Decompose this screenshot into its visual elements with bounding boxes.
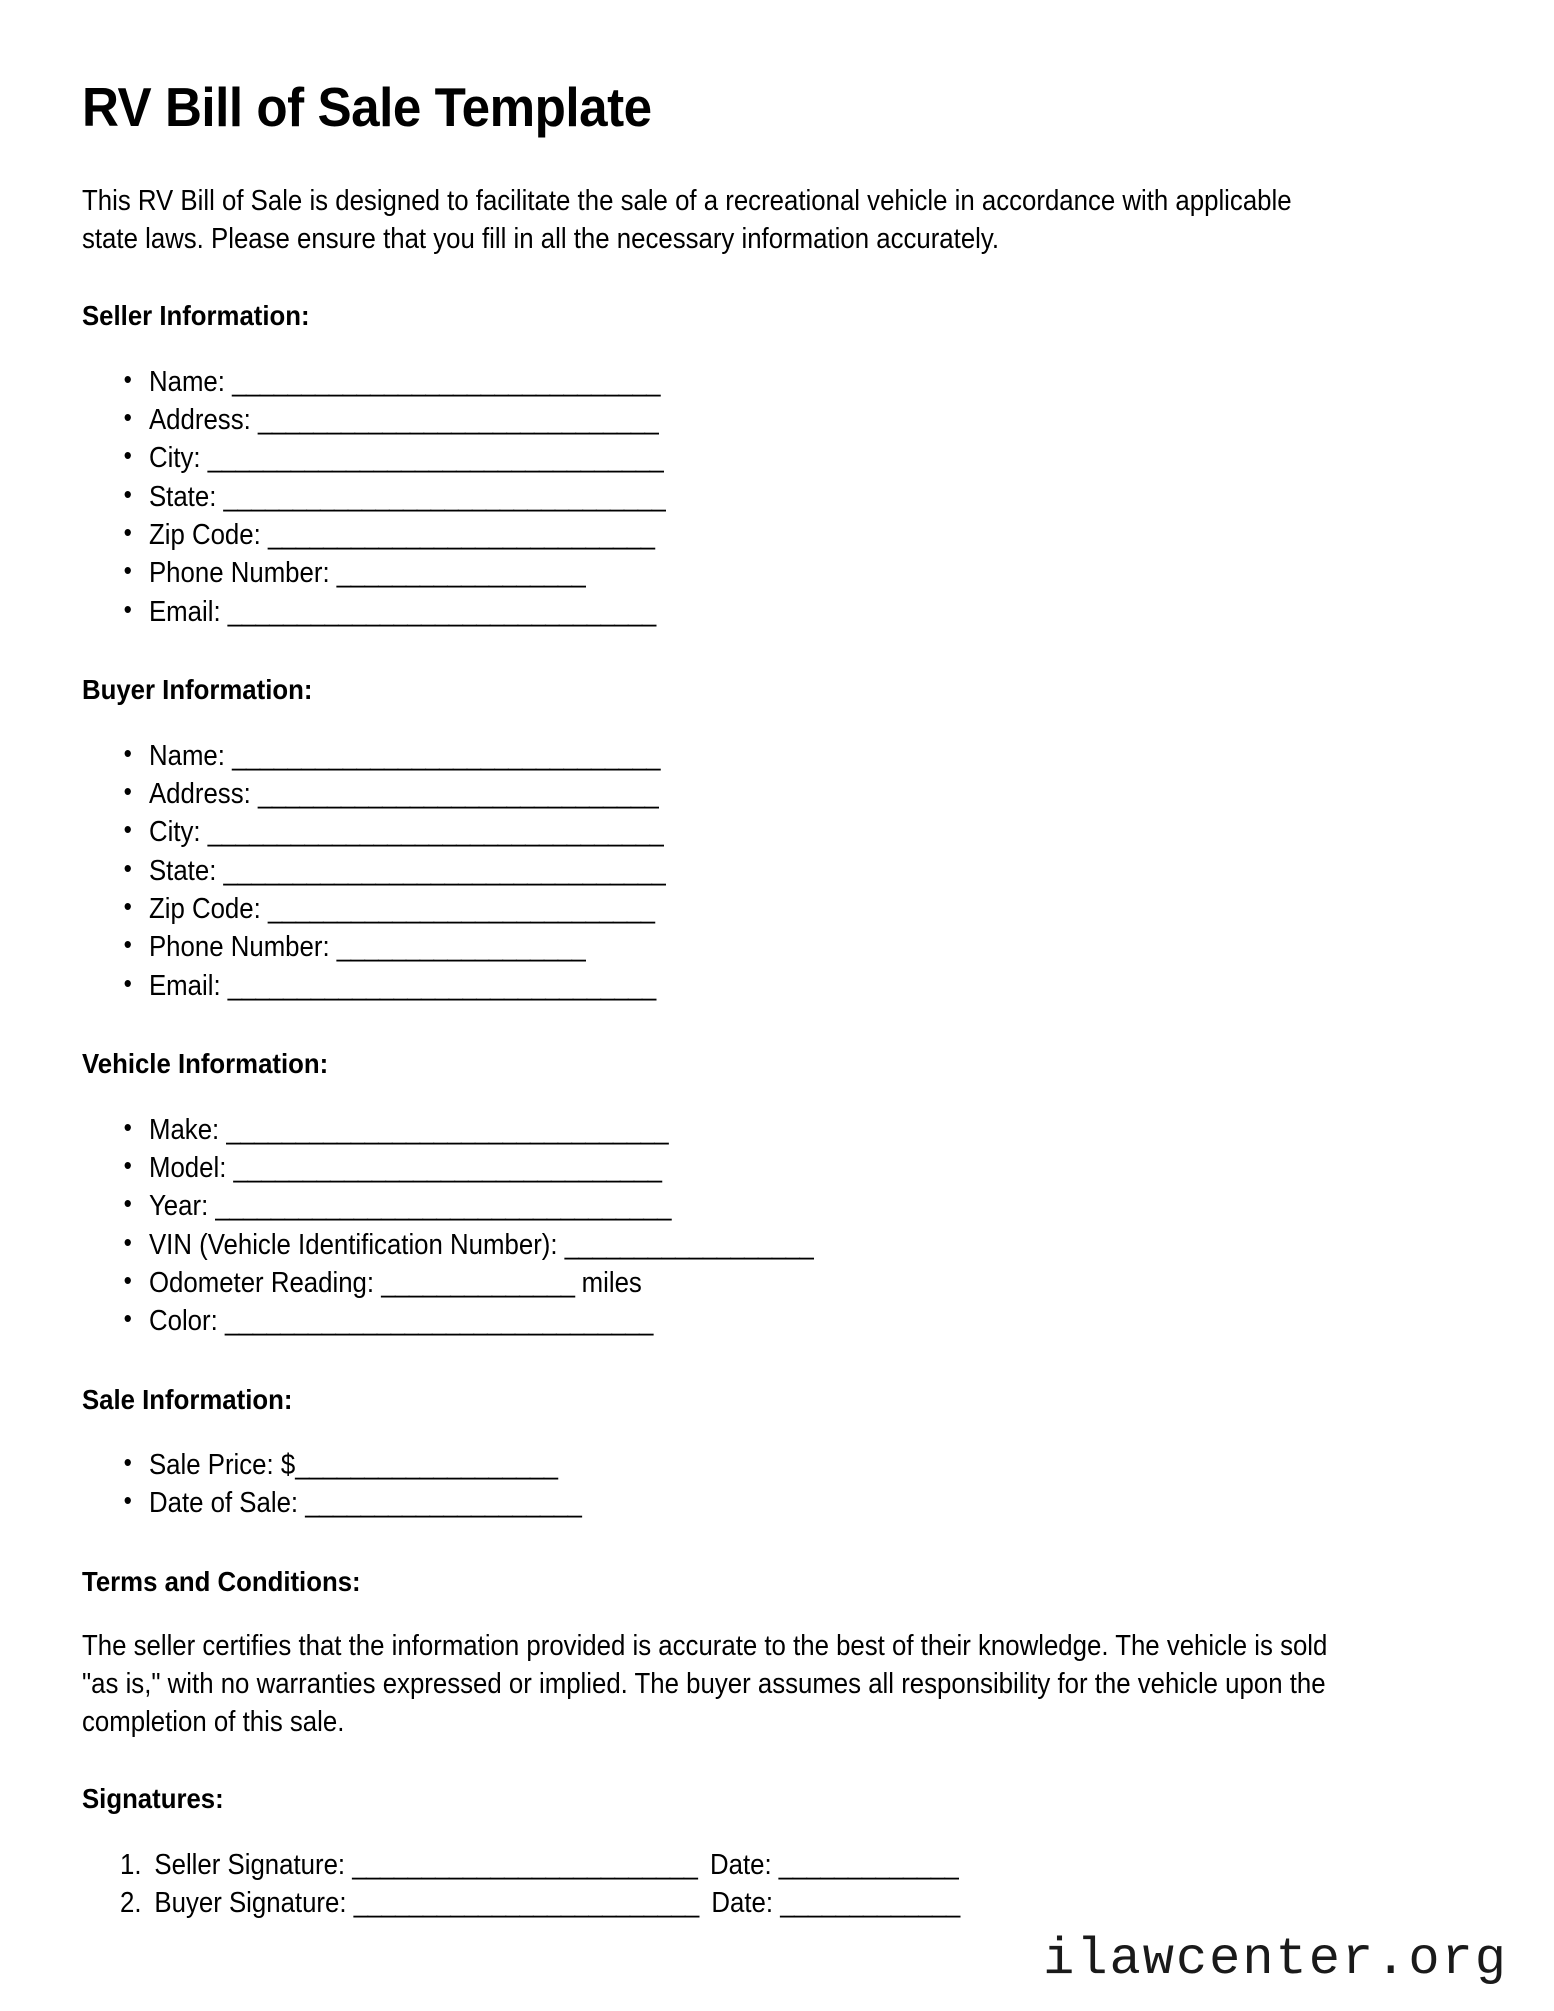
list-item (124, 363, 1349, 401)
list-item (124, 813, 1349, 851)
list-item (124, 852, 1349, 890)
field-label: Address: (148, 404, 251, 437)
date-blank: _____________ (778, 1848, 959, 1881)
field-blank: ____________________________ (267, 519, 655, 552)
field-label: Email: (148, 595, 221, 628)
field-label: City: (148, 816, 201, 849)
list-item (124, 1302, 1349, 1340)
list-item (124, 516, 1349, 554)
date-blank: _____________ (780, 1886, 960, 1919)
field-blank: __________________ (336, 557, 586, 590)
date-label: Date: (711, 1886, 774, 1919)
field-label: Address: (148, 777, 251, 810)
list-item (124, 1264, 1349, 1302)
signature-label: Buyer Signature: (154, 1886, 347, 1919)
field-blank: _________________________________ (207, 816, 664, 849)
intro-paragraph: This RV Bill of Sale is designed to facilitate the sale of a recreational vehicle in accordance with applicable state laws. Please ensure that you fill in all the necessary information accurately. (82, 185, 1292, 256)
list-item (120, 1884, 1349, 1922)
signature-list (82, 1846, 1349, 1923)
list-item (124, 439, 1349, 477)
list-item (120, 1846, 1349, 1884)
date-label: Date: (709, 1848, 772, 1881)
field-label: Color: (148, 1305, 218, 1338)
document-content (82, 78, 1482, 1922)
vehicle-field-list (82, 1111, 1349, 1341)
list-item (124, 967, 1349, 1005)
terms-and-conditions-heading: Terms and Conditions: (82, 1565, 361, 1597)
field-blank: __________________ (336, 931, 586, 964)
terms-paragraph: The seller certifies that the information provided is accurate to the best of their knowledge. The vehicle is sold "as is," with no warranties expressed or implied. The buyer assumes all responsibility for the vehicle upon the completion of this sale. (82, 1630, 1328, 1739)
field-blank: ________________________________ (223, 854, 666, 887)
sale-information-heading: Sale Information: (82, 1383, 293, 1415)
field-label: Make: (148, 1113, 220, 1146)
list-item (124, 737, 1349, 775)
field-blank: ____________________ (305, 1487, 582, 1520)
field-label: Phone Number: (148, 557, 330, 590)
field-label: VIN (Vehicle Identification Number): (148, 1228, 558, 1261)
page-title: RV Bill of Sale Template (82, 76, 652, 138)
field-label: Phone Number: (148, 931, 330, 964)
seller-information-heading: Seller Information: (82, 300, 310, 332)
field-label: State: (148, 480, 217, 513)
field-blank: ______________ (381, 1266, 575, 1299)
field-blank: _______________________________ (232, 365, 660, 398)
field-label: Date of Sale: (148, 1487, 299, 1520)
field-blank: _______________________________ (227, 595, 656, 628)
site-watermark: ilawcenter.org (1043, 1930, 1508, 1989)
field-label: Odometer Reading: (148, 1266, 375, 1299)
field-label: Name: (148, 739, 225, 772)
list-item (124, 401, 1349, 439)
field-blank: _______________________________ (224, 1305, 653, 1338)
list-item (124, 775, 1349, 813)
buyer-information-heading: Buyer Information: (82, 674, 313, 706)
list-item (124, 478, 1349, 516)
field-blank: _______________________________ (233, 1151, 662, 1184)
field-blank: ________________________________ (226, 1113, 669, 1146)
field-blank: _____________________________ (257, 404, 659, 437)
sale-field-list (82, 1446, 1349, 1523)
list-item (124, 1187, 1349, 1225)
field-blank: __________________ (564, 1228, 814, 1261)
field-blank: ____________________________ (267, 892, 655, 925)
list-item (124, 554, 1349, 592)
field-label: Sale Price: $ (148, 1449, 296, 1482)
list-item (124, 1149, 1349, 1187)
field-blank: _______________________________ (232, 739, 660, 772)
field-blank: _______________________________ (227, 969, 656, 1002)
field-blank: _____________________________ (257, 777, 659, 810)
field-label: Zip Code: (148, 892, 261, 925)
list-item (124, 928, 1349, 966)
field-blank: _________________________________ (215, 1190, 671, 1223)
vehicle-information-heading: Vehicle Information: (82, 1047, 329, 1079)
list-item (124, 1111, 1349, 1149)
list-item (124, 1484, 1349, 1522)
field-label: Email: (148, 969, 221, 1002)
field-suffix: miles (574, 1266, 642, 1299)
field-label: City: (148, 442, 201, 475)
field-blank: _________________________________ (207, 442, 664, 475)
field-label: Name: (148, 365, 225, 398)
signatures-heading: Signatures: (82, 1783, 224, 1815)
list-item (124, 1446, 1349, 1484)
list-item (124, 1226, 1349, 1264)
signature-blank: _________________________ (352, 1848, 698, 1881)
field-blank: ________________________________ (223, 480, 666, 513)
field-label: Zip Code: (148, 519, 261, 552)
buyer-field-list (82, 737, 1349, 1005)
field-label: Year: (148, 1190, 209, 1223)
list-item (124, 593, 1349, 631)
seller-field-list (82, 363, 1349, 631)
signature-blank: _________________________ (353, 1886, 699, 1919)
field-label: Model: (148, 1151, 227, 1184)
list-item (124, 890, 1349, 928)
field-label: State: (148, 854, 217, 887)
field-blank: ___________________ (295, 1449, 558, 1482)
signature-label: Seller Signature: (154, 1848, 346, 1881)
